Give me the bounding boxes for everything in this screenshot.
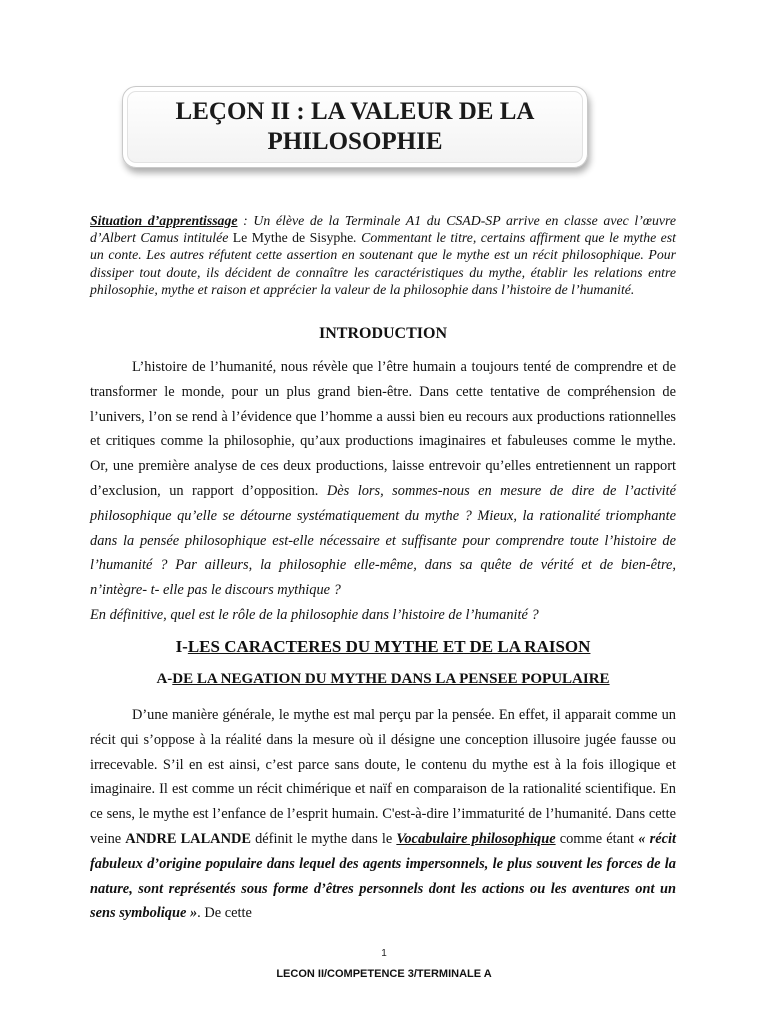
page-number: 1 (381, 948, 387, 959)
author-name: ANDRE LALANDE (125, 830, 251, 847)
lesson-title-box (122, 86, 588, 168)
page-footer: LECON II/COMPETENCE 3/TERMINALE A (276, 968, 492, 980)
book-title: Le Mythe de Sisyphe (232, 230, 354, 246)
introduction-paragraph (90, 355, 676, 628)
introduction-text: L’histoire de l’humanité, nous révèle que l’être humain a toujours tenté de comprendre et de transformer le monde, pour un plus grand bien-être. Dans cette tentative de compréhension de l’univers, l’on se rend à l’évidence que l’homme a aussi bien eu recours aux productions rationnelles et critiques comme la philosophie, qu’aux productions imaginaires et fabuleuses comme le mythe. Or, une première analyse de ces deux productions, laisse entrevoir qu’elles entretiennent un rapport d’exclusion, un rapport d’opposition. (90, 359, 676, 499)
myth-text-2: définit le mythe dans le (250, 830, 397, 847)
myth-paragraph (90, 703, 676, 926)
section-1-heading (90, 637, 676, 657)
introduction-heading: INTRODUCTION (318, 325, 447, 342)
situation-text-1: : Un élève de la Terminale A1 du CSAD-SP arrive en classe avec l’œuvre d’Albert Camus intitulée (90, 213, 676, 246)
work-title: Vocabulaire philosophique (396, 830, 556, 847)
myth-text-1: D’une manière générale, le mythe est mal perçu par la pensée. En effet, il apparait comme un récit qui s’oppose à la réalité dans la mesure où il désigne une conception illusoire jugée fausse ou irrecevable. S’il en est ainsi, c’est parce sans doute, le contenu du mythe est à la fois illogique et imaginaire. Il est comme un récit chimérique et naïf en comparaison de la rationalité scientifique. En ce sens, le mythe est l’enfance de l’esprit humain. C'est-à-dire l’immaturité de l’humanité. Dans cette veine (90, 707, 676, 847)
section-a-prefix: A- (156, 671, 173, 687)
introduction-questions: Dès lors, sommes-nous en mesure de dire de l’activité philosophique qu’elle se détourne systématiquement du mythe ? Mieux, la rationalité triomphante dans la pensée philosophique est-elle nécessaire et suffisante pour comprendre toute l’histoire de l’humanité ? Par ailleurs, la philosophie elle-même, dans sa quête de vérité et de bien-être, n’intègre- t- elle pas le discours mythique ? (90, 482, 676, 599)
section-1-title: LES CARACTERES DU MYTHE ET DE LA RAISON (187, 637, 591, 656)
lalande-quote: « récit fabuleux d’origine populaire dans lequel des agents impersonnels, le plus souvent les forces de la nature, sont représentés sous forme d’êtres personnels dont les actions ou les aventures ont un sens symbolique » (90, 830, 676, 922)
section-a-heading (90, 671, 676, 688)
introduction-final-question: En définitive, quel est le rôle de la philosophie dans l’histoire de l’humanité ? (90, 606, 539, 623)
myth-text-4: . De cette (197, 905, 252, 922)
section-1-prefix: I- (175, 637, 188, 656)
section-a-title: DE LA NEGATION DU MYTHE DANS LA PENSEE POPULAIRE (172, 671, 610, 687)
lesson-title-line-1: LEÇON II : LA VALEUR DE LA (175, 98, 535, 125)
situation-label: Situation d’apprentissage (90, 213, 238, 228)
situation-text-2: . Commentant le titre, certains affirment que le mythe est un conte. Les autres réfutent cette assertion en soutenant que le mythe est un récit philosophique. Pour dissiper tout doute, ils décident de connaître les caractéristiques du mythe, établir les relations entre philosophie, mythe et raison et apprécier la valeur de la philosophie dans l’histoire de l’humanité. (90, 230, 676, 297)
myth-text-3: comme étant (555, 830, 639, 847)
learning-situation-paragraph (90, 212, 676, 298)
lesson-title-line-2: PHILOSOPHIE (267, 128, 443, 155)
